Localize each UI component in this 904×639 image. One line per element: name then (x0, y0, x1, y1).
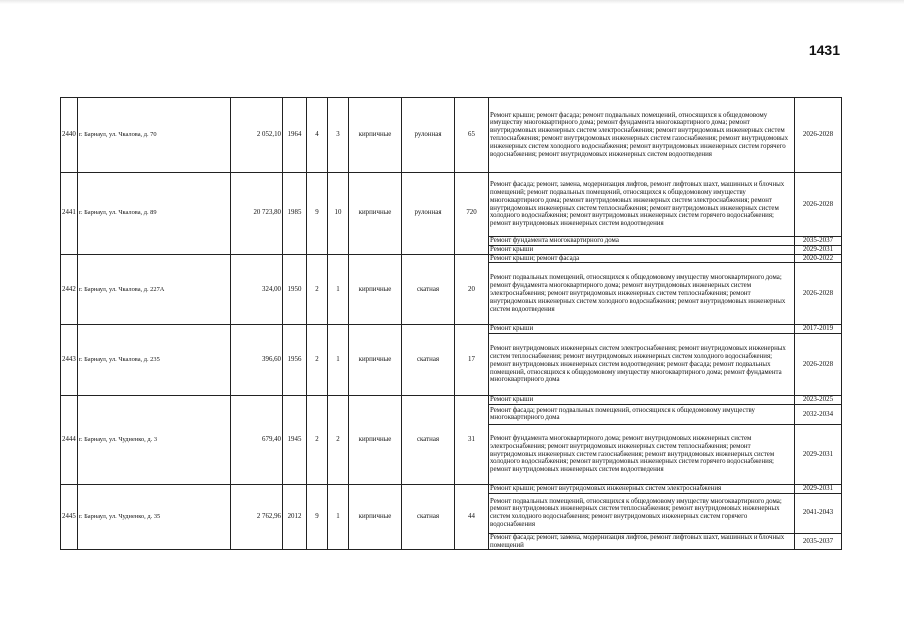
entrances-cell: 2 (328, 396, 349, 485)
works-list-cell: Ремонт фасада; ремонт, замена, модернизация лифтов, ремонт лифтовых шахт, машинных и блочных помещений (489, 533, 795, 550)
planned-period-cell: 2026-2028 (795, 263, 842, 325)
roof-type-cell: скатная (402, 254, 455, 325)
planned-period-cell: 2035-2037 (795, 237, 842, 246)
works-list-cell: Ремонт крыши; ремонт внутридомовых инженерных систем электроснабжения (489, 484, 795, 493)
residents-cell: 720 (455, 173, 489, 255)
year-cell: 2012 (283, 484, 307, 549)
page-number: 1431 (808, 42, 840, 58)
entrances-cell: 10 (328, 173, 349, 255)
residents-cell: 44 (455, 484, 489, 549)
scan-edge (0, 0, 904, 4)
address-cell: г. Барнаул, ул. Чкалова, д. 70 (78, 98, 231, 173)
works-list-cell: Ремонт крыши; ремонт фасада; ремонт подвальных помещений, относящихся к общедомовому имуществу многоквартирного дома; ремонт фундамента многоквартирного дома; ремонт внутридомовых инженерных систем электроснабжения; ремонт внутридомовых инженерных систем теплоснабжения; ремонт внутридомовых инженерных систем газоснабжения; ремонт внутридомовых инженерных систем холодного водоснабжения; ремонт внутридомовых инженерных систем горячего водоснабжения; ремонт внутридомовых инженерных систем водоотведения (489, 98, 795, 173)
address-cell: г. Барнаул, ул. Чкалова, д. 227А (78, 254, 231, 325)
table-body (61, 98, 842, 550)
area-cell: 324,00 (231, 254, 283, 325)
works-list-cell: Ремонт подвальных помещений, относящихся к общедомовому имуществу многоквартирного дома; ремонт внутридомовых инженерных систем теплоснабжения; ремонт внутридомовых инженерных систем холодного водоснабжения; ремонт внутридомовых инженерных систем горячего водоснабжения (489, 493, 795, 533)
area-cell: 2 762,96 (231, 484, 283, 549)
planned-period-cell: 2026-2028 (795, 173, 842, 237)
house-number-cell: 2443 (61, 325, 78, 396)
planned-period-cell: 2041-2043 (795, 493, 842, 533)
house-number-cell: 2444 (61, 396, 78, 485)
year-cell: 1945 (283, 396, 307, 485)
works-list-cell: Ремонт крыши (489, 396, 795, 405)
table-row (61, 484, 842, 493)
walls-material-cell: кирпичные (349, 484, 402, 549)
year-cell: 1985 (283, 173, 307, 255)
roof-type-cell: скатная (402, 325, 455, 396)
roof-type-cell: скатная (402, 396, 455, 485)
floors-cell: 2 (307, 254, 328, 325)
works-list-cell: Ремонт фасада; ремонт подвальных помещений, относящихся к общедомовому имуществу многоквартирного дома (489, 404, 795, 424)
year-cell: 1956 (283, 325, 307, 396)
house-number-cell: 2441 (61, 173, 78, 255)
walls-material-cell: кирпичные (349, 173, 402, 255)
planned-period-cell: 2026-2028 (795, 98, 842, 173)
walls-material-cell: кирпичные (349, 325, 402, 396)
housing-repair-table (60, 97, 842, 550)
planned-period-cell: 2029-2031 (795, 484, 842, 493)
planned-period-cell: 2035-2037 (795, 533, 842, 550)
floors-cell: 9 (307, 484, 328, 549)
works-list-cell: Ремонт фундамента многоквартирного дома (489, 237, 795, 246)
planned-period-cell: 2023-2025 (795, 396, 842, 405)
area-cell: 20 723,80 (231, 173, 283, 255)
residents-cell: 31 (455, 396, 489, 485)
residents-cell: 65 (455, 98, 489, 173)
planned-period-cell: 2017-2019 (795, 325, 842, 334)
walls-material-cell: кирпичные (349, 396, 402, 485)
address-cell: г. Барнаул, ул. Чкалова, д. 89 (78, 173, 231, 255)
floors-cell: 2 (307, 325, 328, 396)
planned-period-cell: 2029-2031 (795, 424, 842, 484)
planned-period-cell: 2032-2034 (795, 404, 842, 424)
planned-period-cell: 2029-2031 (795, 245, 842, 254)
house-number-cell: 2445 (61, 484, 78, 549)
planned-period-cell: 2020-2022 (795, 254, 842, 263)
floors-cell: 9 (307, 173, 328, 255)
area-cell: 2 052,10 (231, 98, 283, 173)
table-row (61, 325, 842, 334)
residents-cell: 17 (455, 325, 489, 396)
address-cell: г. Барнаул, ул. Чудненко, д. 3 (78, 396, 231, 485)
works-list-cell: Ремонт внутридомовых инженерных систем электроснабжения; ремонт внутридомовых инженерных систем теплоснабжения; ремонт внутридомовых инженерных систем холодного водоснабжения; ремонт внутридомовых инженерных систем водоотведения; ремонт фасада; ремонт подвальных помещений, относящихся к общедомовому имуществу многоквартирного дома; ремонт фундамента многоквартирного дома (489, 334, 795, 396)
table-row (61, 98, 842, 173)
entrances-cell: 3 (328, 98, 349, 173)
floors-cell: 2 (307, 396, 328, 485)
floors-cell: 4 (307, 98, 328, 173)
area-cell: 679,40 (231, 396, 283, 485)
works-list-cell: Ремонт крыши (489, 245, 795, 254)
table-row (61, 254, 842, 263)
address-cell: г. Барнаул, ул. Чудненко, д. 35 (78, 484, 231, 549)
works-list-cell: Ремонт крыши (489, 325, 795, 334)
table-row (61, 173, 842, 237)
works-list-cell: Ремонт фасада; ремонт, замена, модернизация лифтов, ремонт лифтовых шахт, машинных и блочных помещений; ремонт подвальных помещений, относящихся к общедомовому имуществу многоквартирного дома; ремонт внутридомовых инженерных систем электроснабжения; ремонт внутридомовых инженерных систем теплоснабжения; ремонт внутридомовых инженерных систем холодного водоснабжения; ремонт внутридомовых инженерных систем горячего водоснабжения; ремонт внутридомовых инженерных систем водоотведения (489, 173, 795, 237)
works-list-cell: Ремонт крыши; ремонт фасада (489, 254, 795, 263)
year-cell: 1964 (283, 98, 307, 173)
roof-type-cell: рулонная (402, 98, 455, 173)
address-cell: г. Барнаул, ул. Чкалова, д. 235 (78, 325, 231, 396)
entrances-cell: 1 (328, 325, 349, 396)
works-list-cell: Ремонт подвальных помещений, относящихся к общедомовому имуществу многоквартирного дома; ремонт фундамента многоквартирного дома; ремонт внутридомовых инженерных систем электроснабжения; ремонт внутридомовых инженерных систем теплоснабжения; ремонт внутридомовых инженерных систем холодного водоснабжения; ремонт внутридомовых инженерных систем водоотведения (489, 263, 795, 325)
entrances-cell: 1 (328, 254, 349, 325)
residents-cell: 20 (455, 254, 489, 325)
walls-material-cell: кирпичные (349, 254, 402, 325)
planned-period-cell: 2026-2028 (795, 334, 842, 396)
table-row (61, 396, 842, 405)
house-number-cell: 2440 (61, 98, 78, 173)
walls-material-cell: кирпичные (349, 98, 402, 173)
roof-type-cell: рулонная (402, 173, 455, 255)
works-list-cell: Ремонт фундамента многоквартирного дома; ремонт внутридомовых инженерных систем электроснабжения; ремонт внутридомовых инженерных систем теплоснабжения; ремонт внутридомовых инженерных систем газоснабжения; ремонт внутридомовых инженерных систем холодного водоснабжения; ремонт внутридомовых инженерных систем горячего водоснабжения; ремонт внутридомовых инженерных систем водоотведения (489, 424, 795, 484)
entrances-cell: 1 (328, 484, 349, 549)
area-cell: 396,60 (231, 325, 283, 396)
roof-type-cell: скатная (402, 484, 455, 549)
house-number-cell: 2442 (61, 254, 78, 325)
year-cell: 1950 (283, 254, 307, 325)
